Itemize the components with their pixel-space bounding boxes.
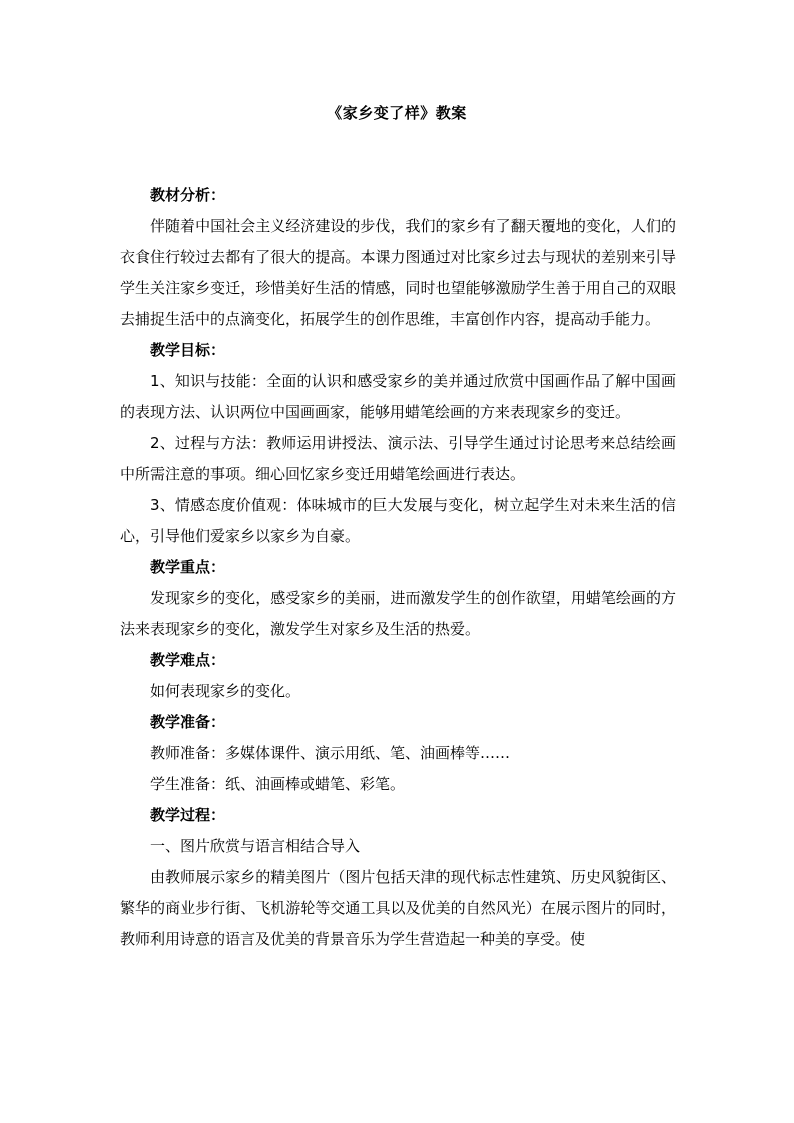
paragraph-goal-knowledge-skills: 1、知识与技能：全面的认识和感受家乡的美并通过欣赏中国画作品了解中国画的表现方法、认识两位中国画画家，能够用蜡笔绘画的方来表现家乡的变迁。 <box>120 372 676 421</box>
document-title: 《家乡变了样》教案 <box>327 104 467 122</box>
paragraph-teacher-preparation: 教师准备：多媒体课件、演示用纸、笔、油画棒等…… <box>150 744 511 762</box>
paragraph-goal-emotion-values: 3、情感态度价值观：体味城市的巨大发展与变化，树立起学生对未来生活的信心，引导他们爱家乡以家乡为自豪。 <box>120 496 676 545</box>
paragraph-goal-process-methods: 2、过程与方法：教师运用讲授法、演示法、引导学生通过讨论思考来总结绘画中所需注意的事项。细心回忆家乡变迁用蜡笔绘画进行表达。 <box>120 434 676 483</box>
document-body <box>120 180 676 955</box>
section-heading-teaching-goals: 教学目标： <box>150 341 226 359</box>
section-heading-textbook-analysis: 教材分析： <box>150 186 226 204</box>
paragraph-student-preparation: 学生准备：纸、油画棒或蜡笔、彩笔。 <box>150 775 406 793</box>
section-heading-preparation: 教学准备： <box>150 713 226 731</box>
paragraph-process-step-one: 一、图片欣赏与语言相结合导入 <box>150 837 361 855</box>
paragraph-key-points: 发现家乡的变化，感受家乡的美丽，进而激发学生的创作欲望，用蜡笔绘画的方法来表现家乡的变化，激发学生对家乡及生活的热爱。 <box>120 589 676 638</box>
paragraph-difficulties: 如何表现家乡的变化。 <box>150 682 301 700</box>
paragraph-textbook-analysis: 伴随着中国社会主义经济建设的步伐，我们的家乡有了翻天覆地的变化，人们的衣食住行较过去都有了很大的提高。本课力图通过对比家乡过去与现状的差别来引导学生关注家乡变迁，珍惜美好生活的情感，同时也望能够激励学生善于用自己的双眼去捕捉生活中的点滴变化，拓展学生的创作思维，丰富创作内容，提高动手能力。 <box>120 217 676 328</box>
section-heading-teaching-process: 教学过程： <box>150 806 226 824</box>
section-heading-key-points: 教学重点： <box>150 558 226 576</box>
paragraph-process-description: 由教师展示家乡的精美图片（图片包括天津的现代标志性建筑、历史风貌街区、繁华的商业步行街、飞机游轮等交通工具以及优美的自然风光）在展示图片的同时，教师利用诗意的语言及优美的背景音乐为学生营造起一种美的享受。使 <box>120 868 676 948</box>
section-heading-difficulties: 教学难点： <box>150 651 226 669</box>
